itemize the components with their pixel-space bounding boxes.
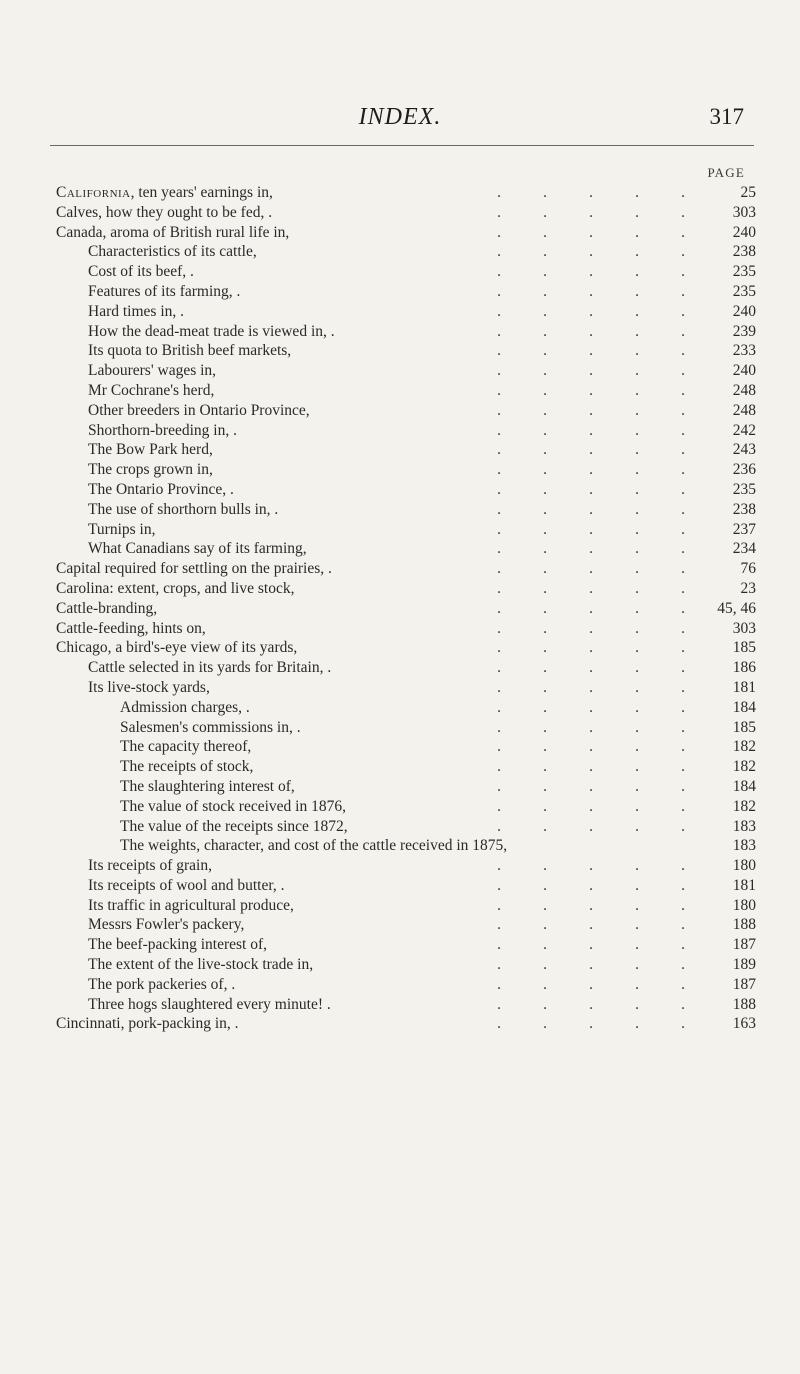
index-entry	[56, 520, 756, 540]
index-entry	[56, 876, 756, 896]
entry-text: Its live-stock yards,	[88, 678, 210, 696]
index-entry	[56, 282, 756, 302]
header-rule	[50, 145, 754, 146]
index-entry	[56, 638, 756, 658]
entry-text: The value of stock received in 1876,	[120, 797, 346, 815]
entry-page-number: 185	[732, 639, 756, 657]
index-entry	[56, 361, 756, 381]
leader-dots: . . . . .	[497, 797, 685, 815]
leader-dots: . . . . .	[497, 441, 685, 459]
index-entry	[56, 460, 756, 480]
entry-page-number: 187	[732, 936, 756, 954]
entry-page-number: 181	[732, 678, 756, 696]
leader-dots: . . . . .	[497, 936, 685, 954]
entry-text: The value of the receipts since 1872,	[120, 817, 348, 835]
index-entry	[56, 757, 756, 777]
entry-page-number: 188	[732, 916, 756, 934]
index-entry	[56, 500, 756, 520]
entry-text: Mr Cochrane's herd,	[88, 381, 215, 399]
entry-text: Hard times in, .	[88, 302, 184, 320]
entry-heading-rest: , ten years' earnings in,	[130, 184, 273, 201]
entry-page-number: 188	[732, 995, 756, 1013]
entry-page-number: 183	[732, 837, 756, 855]
entry-page-number: 182	[732, 797, 756, 815]
entry-text: Cincinnati, pork-packing in, .	[56, 1015, 239, 1033]
index-entry	[56, 678, 756, 698]
entry-page-number: 248	[732, 401, 756, 419]
entry-text: The Bow Park herd,	[88, 441, 213, 459]
index-entry	[56, 242, 756, 262]
index-entry	[56, 995, 756, 1015]
entry-text: Cattle-feeding, hints on,	[56, 619, 206, 637]
entry-page-number: 238	[732, 243, 756, 261]
entry-page-number: 240	[732, 223, 756, 241]
entry-text: Cattle selected in its yards for Britain, .	[88, 659, 332, 677]
leader-dots: . . . . .	[497, 223, 685, 241]
entry-page-number: 184	[732, 777, 756, 795]
entry-text: The Ontario Province, .	[88, 480, 234, 498]
entry-page-number: 182	[732, 758, 756, 776]
entry-text: How the dead-meat trade is viewed in, .	[88, 322, 335, 340]
entry-text: Capital required for settling on the prairies, .	[56, 560, 332, 578]
index-entry	[56, 559, 756, 579]
index-entry	[56, 599, 756, 619]
entry-text: Shorthorn-breeding in, .	[88, 421, 237, 439]
index-entry	[56, 579, 756, 599]
leader-dots: . . . . .	[497, 243, 685, 261]
entry-text: Calves, how they ought to be fed, .	[56, 203, 273, 221]
entry-text: Its traffic in agricultural produce,	[88, 896, 294, 914]
index-entries	[56, 183, 756, 1034]
entry-text: Cattle-branding,	[56, 599, 158, 617]
page-number: 317	[709, 104, 744, 129]
entry-page-number: 23	[740, 579, 756, 597]
entry-text: Canada, aroma of British rural life in,	[56, 223, 290, 241]
entry-text: The pork packeries of, .	[88, 975, 236, 993]
index-entry	[56, 836, 756, 856]
entry-page-number: 239	[732, 322, 756, 340]
leader-dots: . . . . .	[497, 777, 685, 795]
entry-page-number: 240	[732, 362, 756, 380]
entry-heading-word: California	[56, 184, 131, 201]
index-entry	[56, 381, 756, 401]
index-entry	[56, 421, 756, 441]
leader-dots: . . . . .	[497, 678, 685, 696]
entry-page-number: 185	[732, 718, 756, 736]
leader-dots: . . . . .	[497, 619, 685, 637]
index-entry	[56, 797, 756, 817]
leader-dots: . . . . .	[497, 480, 685, 498]
index-entry	[56, 480, 756, 500]
leader-dots: . . . . .	[497, 579, 685, 597]
index-entry	[56, 856, 756, 876]
entry-page-number: 163	[732, 1015, 756, 1033]
entry-page-number: 234	[732, 540, 756, 558]
entry-text: Carolina: extent, crops, and live stock,	[56, 579, 295, 597]
entry-page-number: 184	[732, 698, 756, 716]
index-entry	[56, 935, 756, 955]
index-entry	[56, 817, 756, 837]
entry-text: The weights, character, and cost of the cattle received in 1875,	[120, 837, 508, 855]
entry-page-number: 235	[732, 263, 756, 281]
index-entry	[56, 777, 756, 797]
index-entry	[56, 302, 756, 322]
index-entry	[56, 737, 756, 757]
entry-text: Its receipts of wool and butter, .	[88, 876, 285, 894]
index-entry	[56, 262, 756, 282]
leader-dots: . . . . .	[497, 738, 685, 756]
entry-page-number: 243	[732, 441, 756, 459]
entry-text: The crops grown in,	[88, 461, 213, 479]
index-entry	[56, 975, 756, 995]
page-title: INDEX.	[358, 104, 442, 130]
entry-text: Cost of its beef, .	[88, 263, 194, 281]
entry-page-number: 240	[732, 302, 756, 320]
leader-dots: . . . . .	[497, 401, 685, 419]
leader-dots: . . . . .	[497, 896, 685, 914]
entry-page-number: 181	[732, 876, 756, 894]
entry-page-number: 180	[732, 857, 756, 875]
entry-text	[56, 183, 273, 203]
entry-text: Admission charges, .	[120, 698, 250, 716]
entry-page-number: 187	[732, 975, 756, 993]
entry-page-number: 186	[732, 659, 756, 677]
leader-dots: . . . . .	[497, 263, 685, 281]
leader-dots: . . . . .	[497, 659, 685, 677]
leader-dots: . . . . .	[497, 698, 685, 716]
leader-dots: . . . . .	[497, 461, 685, 479]
leader-dots: . . . . .	[497, 520, 685, 538]
entry-text: Three hogs slaughtered every minute! .	[88, 995, 331, 1013]
index-entry	[56, 1014, 756, 1034]
entry-text: The capacity thereof,	[120, 738, 252, 756]
index-entry	[56, 341, 756, 361]
entry-text: Characteristics of its cattle,	[88, 243, 257, 261]
index-entry	[56, 223, 756, 243]
entry-text: Its quota to British beef markets,	[88, 342, 292, 360]
entry-page-number: 248	[732, 381, 756, 399]
leader-dots: . . . . .	[497, 639, 685, 657]
entry-page-number: 303	[732, 203, 756, 221]
leader-dots: . . . . .	[497, 362, 685, 380]
entry-page-number: 183	[732, 817, 756, 835]
entry-page-number: 236	[732, 461, 756, 479]
index-entry	[56, 658, 756, 678]
entry-text: What Canadians say of its farming,	[88, 540, 307, 558]
entry-text: The beef-packing interest of,	[88, 936, 268, 954]
index-entry	[56, 401, 756, 421]
leader-dots: . . . . .	[497, 322, 685, 340]
entry-text: Turnips in,	[88, 520, 156, 538]
leader-dots: . . . . .	[497, 599, 685, 617]
index-entry	[56, 203, 756, 223]
entry-page-number: 233	[732, 342, 756, 360]
leader-dots: . . . . .	[497, 916, 685, 934]
leader-dots: . . . . .	[497, 203, 685, 221]
index-entry	[56, 539, 756, 559]
entry-text: The use of shorthorn bulls in, .	[88, 500, 279, 518]
entry-text: The receipts of stock,	[120, 758, 254, 776]
leader-dots: . . . . .	[497, 1015, 685, 1033]
entry-text: Labourers' wages in,	[88, 362, 217, 380]
entry-page-number: 237	[732, 520, 756, 538]
leader-dots: . . . . .	[497, 758, 685, 776]
entry-page-number: 235	[732, 282, 756, 300]
entry-page-number: 182	[732, 738, 756, 756]
index-entry	[56, 183, 756, 203]
entry-page-number: 76	[740, 560, 756, 578]
entry-text: Features of its farming, .	[88, 282, 241, 300]
index-entry	[56, 718, 756, 738]
leader-dots: . . . . .	[497, 956, 685, 974]
entry-text: Messrs Fowler's packery,	[88, 916, 245, 934]
page-column-label: PAGE	[707, 165, 745, 180]
entry-text: The slaughtering interest of,	[120, 777, 295, 795]
leader-dots: . . . . .	[497, 184, 685, 201]
entry-page-number: 242	[732, 421, 756, 439]
index-entry	[56, 440, 756, 460]
entry-page-number: 45, 46	[717, 599, 756, 617]
leader-dots: . . . . .	[497, 500, 685, 518]
leader-dots: . . . . .	[497, 282, 685, 300]
entry-page-number: 180	[732, 896, 756, 914]
entry-text: Chicago, a bird's-eye view of its yards,	[56, 639, 298, 657]
leader-dots: . . . . .	[497, 540, 685, 558]
entry-text: Salesmen's commissions in, .	[120, 718, 301, 736]
entry-text: Its receipts of grain,	[88, 857, 212, 875]
leader-dots: . . . . .	[497, 302, 685, 320]
entry-text: The extent of the live-stock trade in,	[88, 956, 314, 974]
entry-page-number: 25	[740, 184, 756, 201]
entry-page-number: 238	[732, 500, 756, 518]
leader-dots: . . . . .	[497, 975, 685, 993]
leader-dots: . . . . .	[497, 381, 685, 399]
leader-dots: . . . . .	[497, 560, 685, 578]
index-entry	[56, 698, 756, 718]
entry-page-number: 189	[732, 956, 756, 974]
index-entry	[56, 896, 756, 916]
index-entry	[56, 619, 756, 639]
entry-text: Other breeders in Ontario Province,	[88, 401, 310, 419]
leader-dots: . . . . .	[497, 857, 685, 875]
entry-page-number: 235	[732, 480, 756, 498]
index-entry	[56, 955, 756, 975]
index-entry	[56, 915, 756, 935]
leader-dots: . . . . .	[497, 817, 685, 835]
leader-dots: . . . . .	[497, 876, 685, 894]
index-entry	[56, 322, 756, 342]
leader-dots: . . . . .	[497, 421, 685, 439]
entry-page-number: 303	[732, 619, 756, 637]
leader-dots: . . . . .	[497, 342, 685, 360]
leader-dots: . . . . .	[497, 718, 685, 736]
leader-dots: . . . . .	[497, 995, 685, 1013]
